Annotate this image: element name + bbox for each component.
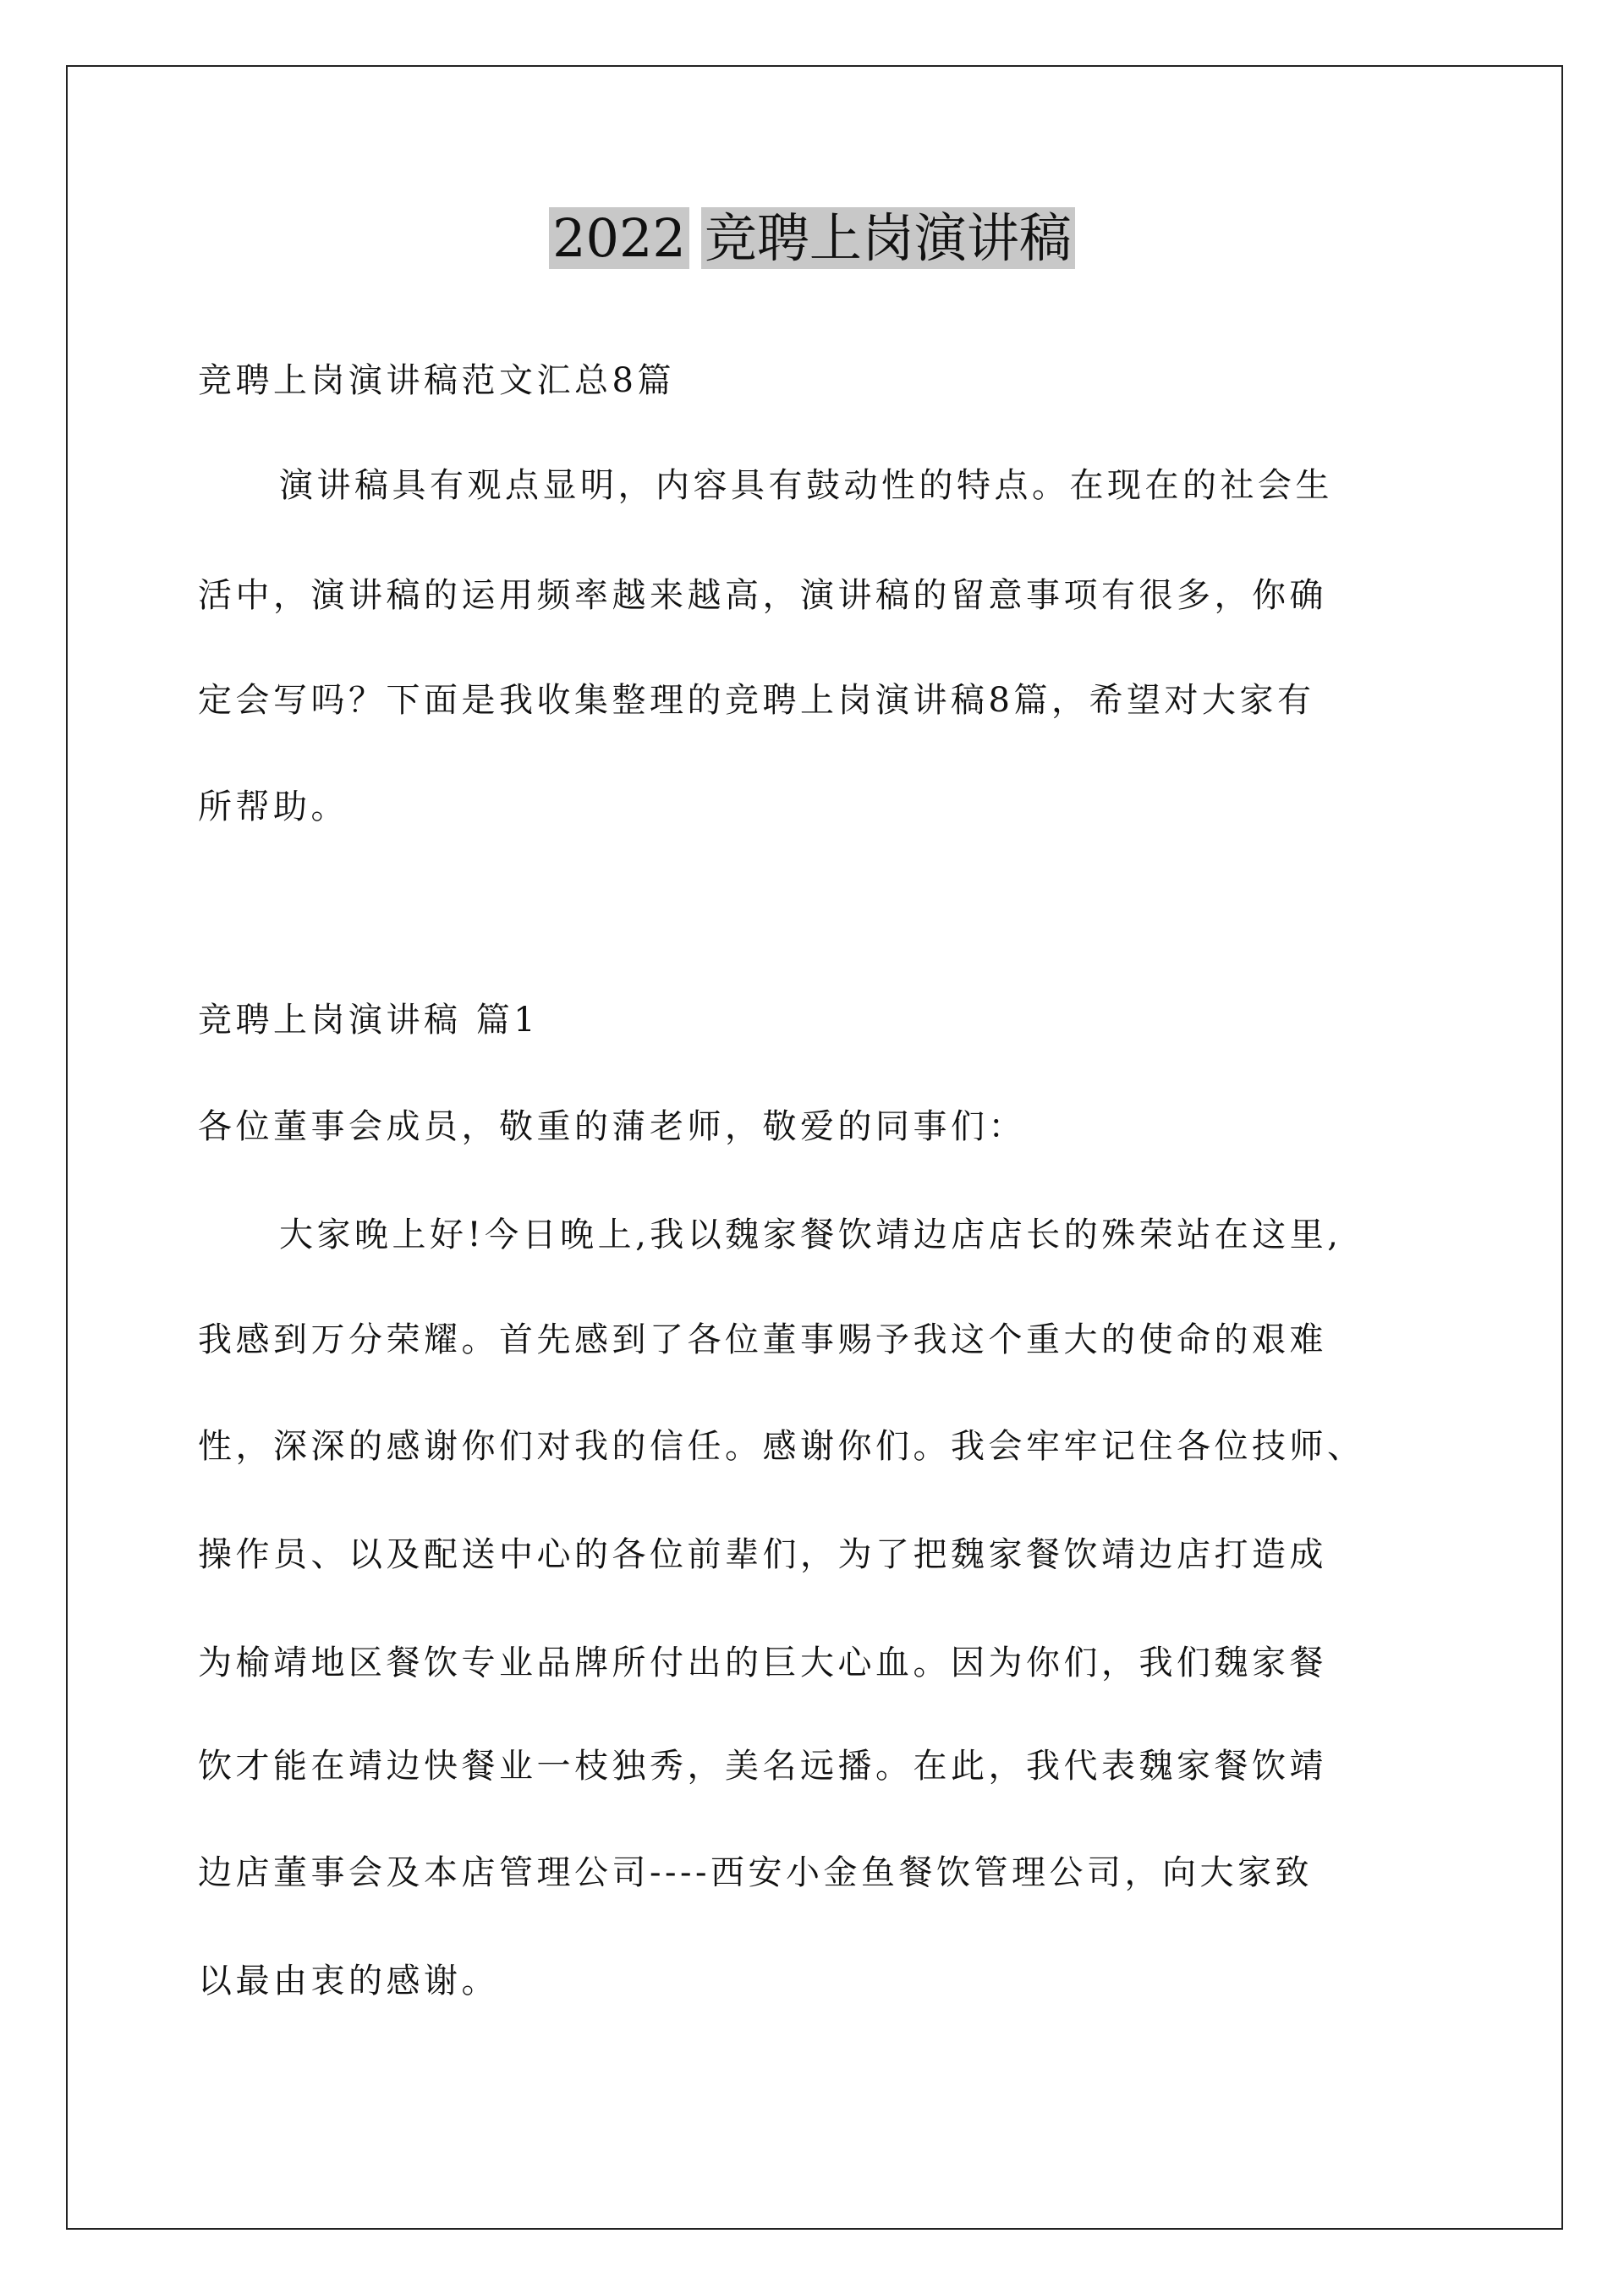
title-text: 竞聘上岗演讲稿 bbox=[701, 207, 1075, 269]
intro-line-1: 演讲稿具有观点显明，内容具有鼓动性的特点。在现在的社会生 bbox=[279, 466, 1333, 505]
subtitle: 竞聘上岗演讲稿范文汇总8篇 bbox=[198, 361, 675, 400]
body-line-4: 操作员、以及配送中心的各位前辈们，为了把魏家餐饮靖边店打造成 bbox=[198, 1535, 1327, 1574]
title-block bbox=[0, 201, 1624, 276]
intro-line-4: 所帮助。 bbox=[198, 788, 348, 826]
body-line-3: 性，深深的感谢你们对我的信任。感谢你们。我会牢牢记住各位技师、 bbox=[198, 1427, 1365, 1466]
body-line-6: 饮才能在靖边快餐业一枝独秀，美名远播。在此，我代表魏家餐饮靖 bbox=[198, 1747, 1327, 1786]
body-line-1: 大家晚上好!今日晚上,我以魏家餐饮靖边店店长的殊荣站在这里, bbox=[279, 1216, 1342, 1254]
salutation: 各位董事会成员，敬重的蒲老师，敬爱的同事们： bbox=[198, 1107, 1026, 1146]
intro-line-2: 活中，演讲稿的运用频率越来越高，演讲稿的留意事项有很多，你确 bbox=[198, 576, 1327, 615]
body-line-7: 边店董事会及本店管理公司----西安小金鱼餐饮管理公司，向大家致 bbox=[198, 1853, 1314, 1892]
body-line-8: 以最由衷的感谢。 bbox=[198, 1962, 499, 2000]
title-year: 2022 bbox=[549, 207, 689, 269]
intro-line-3: 定会写吗？下面是我收集整理的竞聘上岗演讲稿8篇，希望对大家有 bbox=[198, 681, 1315, 720]
section-heading: 竞聘上岗演讲稿 篇1 bbox=[198, 1001, 540, 1040]
body-line-5: 为榆靖地区餐饮专业品牌所付出的巨大心血。因为你们，我们魏家餐 bbox=[198, 1644, 1327, 1682]
page-title bbox=[549, 201, 1075, 276]
body-line-2: 我感到万分荣耀。首先感到了各位董事赐予我这个重大的使命的艰难 bbox=[198, 1320, 1327, 1359]
